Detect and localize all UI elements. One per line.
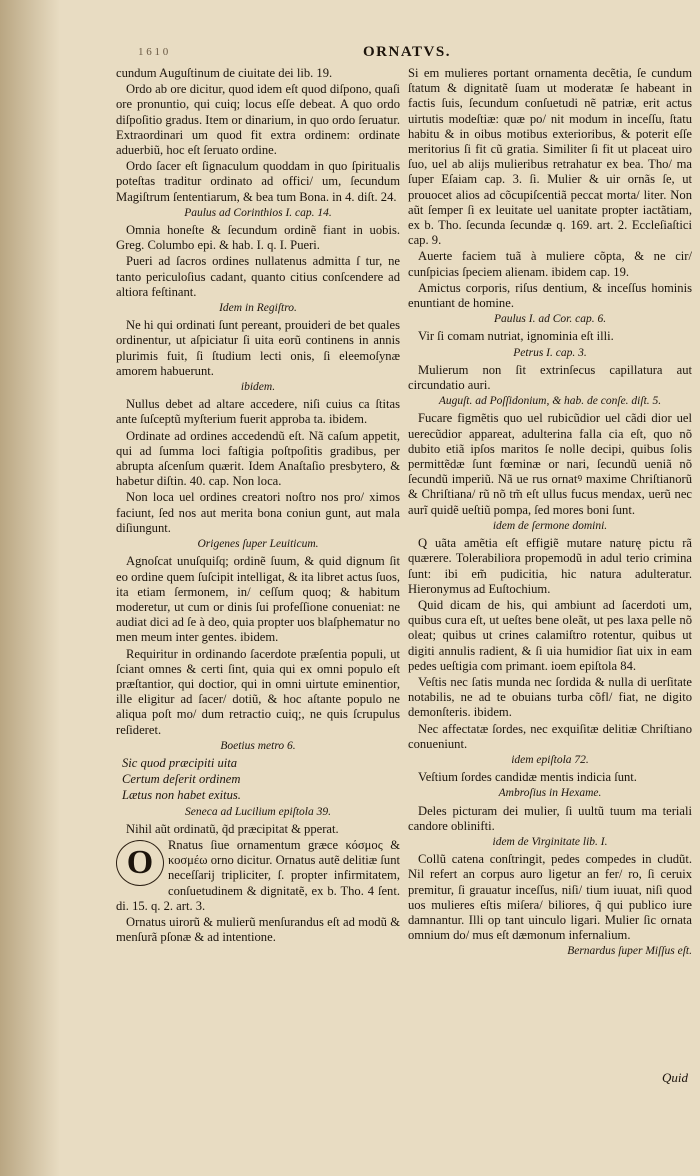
- citation: idem de Virginitate lib. I.: [492, 835, 608, 848]
- verse-line: Certum deſerit ordinem: [122, 772, 241, 787]
- catchword: Quid: [662, 1070, 688, 1085]
- ornatus-entry: [116, 838, 400, 914]
- paragraph: Deles picturam dei mulier, ſi uultũ tuum ma teriali candore oblinifti.: [408, 803, 692, 833]
- paragraph: Ordinate ad ordines accedendũ eſt. Nã caſum appetit, qui ad ſumma loci faſtigia poſtpoſitis gradibus, per abrupta aſcenſum quærit. Idem Anaſtaſio presbytero, & habetur diſtin. 40. cap. Non loca.: [116, 428, 400, 489]
- citation: Auguſt. ad Poſſidonium, & hab. de conſe. diſt. 5.: [438, 395, 662, 408]
- citation: Ambroſius in Hexame.: [498, 787, 602, 800]
- paragraph: Vir ſi comam nutriat, ignominia eſt illi.: [418, 329, 614, 344]
- paragraph: Ordo ab ore dicitur, quod idem eſt quod diſpono, quaſi ore pronuntio, qui cuiq; locus eſſe debeat. A quo ordo diſpoſitio gradus. Item or dinarium, in quo ordo ſeruatur. Extraordinari um quod fit extra ordinem: ordinate aduerbiũ, hoc eſt ſeruato ordine.: [116, 82, 400, 158]
- citation: Origenes ſuper Leuiticum.: [197, 538, 319, 551]
- paragraph: Si em mulieres portant ornamenta decẽtia, ſe cundum ſtatum & dignitatẽ ſuam ut moderatæ ſe habeant in factis ſuis, ſecundum conſuetudi nẽ patriæ, erit actus uirtutis modeſtiæ: quæ po/ nit modum in inceſſu, ſtatu habitu & in oibus motibus exterioribus, & poterit eſſe meritorius ſi fit cũ gratia. Similiter ſi fit ut placeat uiro ſuo, uel ab alijs mulieribus retrahatur ex bea. Tho/ ma ſuper Eſaiam cap. 3. ſi. Mulier & uir ornãs ſe, ut prouocet alios ad cõcupiſcentiã peccat morta/ liter. Non aũt ſemper ſi ex leuitate uel uanitate propter iactãtiam, ex b. Tho. ſecunda ſecundæ q. 169. art. 2. Eccleſiaſtici cap. 9.: [408, 66, 692, 248]
- paragraph: Nullus debet ad altare accedere, niſi cuius ca ſtitas ante ſuſceptũ myſterium fuerit approba ta. ibidem.: [116, 397, 400, 427]
- paragraph: Agnoſcat unuſquiſq; ordinẽ ſuum, & quid dignum ſit eo ordine quem ſuſcipit intelligat, & ita libret actus ſuos, ita etiam ſermonem, in/ ceſſum quoq; & habitum moderetur, ut cum or dinis ſui profeſſione conueniat: ne audiat dici ad ſe à deo, quia propter uos blaſphematur no men meum inter gentes. ibidem.: [116, 554, 400, 645]
- citation: Boetius metro 6.: [220, 739, 296, 752]
- paragraph: Ordo ſacer eſt ſignaculum quoddam in quo ſpiritualis poteſtas traditur ordinato ad offici/ um, ſecundum Magiſtrum ſententiarum, & bea tum Bona. in 4. diſt. 24.: [116, 159, 400, 204]
- paragraph: Pueri ad ſacros ordines nullatenus admitta ſ tur, ne tanto periculoſius cadant, quanto citius conſcendere ad altiora feſtinant.: [116, 254, 400, 299]
- paragraph: Collũ catena conſtringit, pedes compedes in cludũt. Nil refert an corpus auro ligetur an fer/ ro, ſi ceruix premitur, ſi grauatur inceſſus, niſi/ tium iuuat, niſi quod uos mulieres eſtis miſera/ biliores, q̃ qui publico iure damnantur. Illi op tant uinculo ligari. Mulier ſic ornata omnium do/ mus eſt dæmonum infernalium.: [408, 852, 692, 943]
- citation: ibidem.: [240, 381, 276, 394]
- left-column-tail: [116, 915, 400, 945]
- citation: idem de ſermone domini.: [492, 519, 608, 532]
- citation: Paulus ad Corinthios I. cap. 14.: [184, 206, 332, 219]
- paragraph: Ornatus uirorũ & mulierũ menſurandus eſt ad modũ & menſurã pſonæ & ad intentione.: [116, 914, 400, 945]
- left-column: [116, 66, 400, 961]
- paragraph: Nec affectatæ ſordes, nec exquiſitæ delitiæ Chriſtiano conueniunt.: [408, 721, 692, 751]
- right-column: [408, 66, 692, 961]
- paragraph: Q uãta amẽtia eſt effigiẽ mutare naturę pictu rã quærere. Tolerabiliora propemodũ in adul terio crimina ſunt: ibi em̃ pudicitia, hic natura adulteratur. Hieronymus ad Euſtochium.: [408, 536, 692, 596]
- citation: Paulus I. ad Cor. cap. 6.: [493, 313, 607, 326]
- paragraph: cundum Auguſtinum de ciuitate dei lib. 19.: [116, 66, 333, 80]
- left-column-body: [116, 66, 400, 837]
- verse-line: Lætus non habet exitus.: [122, 788, 241, 803]
- citation: Seneca ad Lucilium epiſtola 39.: [185, 805, 331, 818]
- gutter-shadow: [0, 0, 60, 1176]
- paragraph: Veſtium ſordes candidæ mentis indicia ſunt.: [418, 770, 637, 785]
- paragraph: Auerte faciem tuã à muliere cõpta, & ne cir/ cunſpicias ſpeciem alienam. ibidem cap. 19.: [408, 249, 692, 279]
- citation: Petrus I. cap. 3.: [513, 346, 587, 359]
- drop-cap-text: Rnatus ſiue ornamentum græce κόσμος & κοσμέω orno dicitur. Ornatus autẽ delitiæ ſunt neceſſarij tripliciter, ſ. propter infirmitatem, conſuetudinem & dignitatẽ, ex b. Tho. 4 ſent. di. 15. q. 2. art. 3.: [116, 837, 400, 913]
- citation: idem epiſtola 72.: [511, 753, 589, 766]
- paragraph: Ne hi qui ordinati ſunt pereant, prouideri de bet quales ordinentur, ut aſpiciatur ſi uita eorũ continens in annis plurimis fuit, ſi ſtudium lecti onis, ſi eleemoſynæ amorem habuerunt.: [116, 318, 400, 378]
- paragraph: Veſtis nec ſatis munda nec ſordida & nulla di uerſitate notabilis, ne ad te obuians turba cõfl/ fiat, ne digito demonſteris. ibidem.: [408, 674, 692, 720]
- paragraph: Mulierum non ſit extrinſecus capillatura aut circundatio auri.: [408, 362, 692, 393]
- paragraph: Requiritur in ordinando ſacerdote præſentia populi, ut ſciant omnes & certi ſint, quia qui ex omni populo eſt præſtantior, qui doctior, qui in omni uirtute eminentior, ille eligitur ad ſacer/ dotiũ, & hoc aſtante populo ne aliqua poſt mo/ dum retractio cuiq;, ne quis ſcrupulus reſideret.: [116, 646, 400, 737]
- paragraph: Bernardus ſuper Miſſus eſt.: [567, 945, 692, 958]
- drop-cap: O: [116, 840, 164, 886]
- text-columns: [116, 66, 692, 961]
- folio-number: 1 6 1 0: [138, 46, 169, 58]
- paragraph: Non loca uel ordines creatori noſtro nos pro/ ximos faciunt, ſed nos aut merita bona coniun gunt, aut mala diſiungunt.: [116, 490, 400, 535]
- paragraph: Nihil aũt ordinatũ, q̃d præcipitat & pperat.: [126, 821, 339, 836]
- paragraph: Omnia honeſte & ſecundum ordinẽ fiant in uobis. Greg. Columbo epi. & hab. I. q. I. Pueri.: [116, 223, 400, 253]
- verse-line: Sic quod præcipiti uita: [122, 755, 238, 770]
- paragraph: Quid dicam de his, qui ambiunt ad ſacerdoti um, quibus cura eſt, ut ueſtes bene oleãt, ut pes laxa pelle nõ oleat; quibus ut crines calamiſtro rotentur, quibus ut digiti annulis radient, & ſi uia humidior ſiat uix in eam pedes ueſtigia com primant. ioem epiſtola 84.: [408, 597, 692, 673]
- running-head: [108, 44, 700, 64]
- paragraph: Fucare figmẽtis quo uel rubicũdior uel cãdi dior uel uerecũdior appareat, adulterina falla cia eſt, quo nõ dubito etiã ipſos maritos ſe nolle decipi, quibus ſolis permittẽdæ ſunt fœminæ or nari, ſecundũ ueniã nõ ſecundũ imperiũ. Nã ue rus ornatꝰ maxime Chriſtianorũ & Chriſtiana/ rũ nõ tm̃ eſt ullus fucus mendax, uerũ nec aurĩ quidẽ ueſtiũ pompa, ſed mores boni ſunt.: [408, 411, 692, 517]
- paragraph: Amictus corporis, riſus dentium, & inceſſus hominis enuntiant de homine.: [408, 280, 692, 311]
- running-title: ORNATVS.: [363, 44, 451, 60]
- citation: Idem in Regiſtro.: [219, 302, 297, 315]
